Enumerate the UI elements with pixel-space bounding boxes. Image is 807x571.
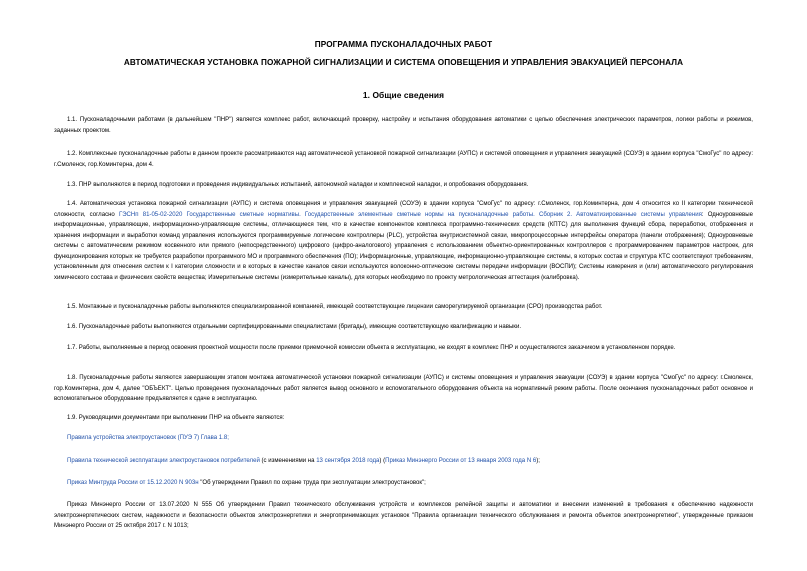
document-item-pteep [54, 456, 753, 467]
paragraph-1-9-text: 1.9. Руководящими документами при выполнении ПНР на объекте являются: [67, 415, 285, 421]
mintrud-suffix: ; [424, 480, 426, 486]
paragraph-1-7-text: 1.7. Работы, выполняемые в период освоения проектной мощности после приемки приемочной комиссии объекта в эксплуатацию, не входят в комплекс ПНР и осуществляются заказчиком в установленном порядке. [67, 345, 676, 351]
paragraph-1-5-text: 1.5. Монтажные и пусконаладочные работы выполняются специализированной компанией, имеющей соответствующие лицензии саморегулируемой организации (СРО) производства работ. [67, 304, 603, 310]
document-item-minenergo-555 [54, 500, 753, 532]
system-title: АВТОМАТИЧЕСКАЯ УСТАНОВКА ПОЖАРНОЙ СИГНАЛИЗАЦИИ И СИСТЕМА ОПОВЕЩЕНИЯ И УПРАВЛЕНИЯ ЭВАКУАЦИЕЙ ПЕРСОНАЛА [123, 58, 684, 67]
amendment-date-link[interactable]: 13 сентября 2018 года [316, 458, 380, 464]
paragraph-1-5 [54, 302, 753, 313]
paragraph-1-4-text [54, 199, 753, 283]
mintrud-order-title: "Об утверждении Правил по охране труда при эксплуатации электроустановок" [200, 480, 425, 486]
paragraph-1-9 [54, 413, 753, 424]
paragraph-1-3 [54, 180, 753, 191]
document-item-pue [54, 433, 753, 444]
mintrud-order-link[interactable]: Приказ Минтруда России от 15.12.2020 N 903н [67, 480, 201, 486]
paragraph-1-8 [54, 373, 753, 405]
pteep-separator: ) ( [379, 458, 386, 464]
paragraph-1-7 [54, 343, 753, 354]
paragraph-1-2-text: 1.2. Комплексные пусконаладочные работы в данном проекте рассматриваются над автоматической установкой пожарной сигнализации (АУПС) и системой оповещения и управления эвакуацией (СОУЭ) в здании корпуса "СмоГус" по адресу: г.Смоленск, гор.Коминтерна, дом 4. [54, 151, 753, 168]
paragraph-1-3-text: 1.3. ПНР выполняются в период подготовки и проведения индивидуальных испытаний, автономной наладки и комплексной наладки, и опробования оборудования. [67, 182, 529, 188]
paragraph-1-4-lead: 1.4. Автоматическая установка пожарной сигнализации (АУПС) и система оповещения и управления эвакуацией (СОУЭ) в здании корпуса "СмоГус" по адресу: г.Смоленск, гор.Коминтерна, дом 4 относится ко II категории технической сложности, согласно [54, 201, 753, 218]
pteep-rules-link[interactable]: Правила технической эксплуатации электроустановок потребителей [67, 458, 260, 464]
gesn-standard-link[interactable]: ГЭСНп 81-05-02-2020 Государственные сметные нормативы. Государственные элементные сметные нормы на пусконаладочные работы. Сборник 2. Автоматизированные системы управления [118, 211, 702, 218]
section-title: 1. Общие сведения [362, 90, 445, 100]
pteep-suffix: ); [536, 458, 540, 464]
pue-rules-link[interactable]: Правила устройства электроустановок (ПУЭ 7) Глава 1.8; [67, 435, 229, 441]
minenergo-555-text: Приказ Минэнерго России от 13.07.2020 N 555 Об утверждении Правил технического обслуживания устройств и комплексов релейной защиты и автоматики и внесении изменений в требования к обеспечению надежности электроэнергетических систем, надежности и безопасности объектов электроэнергетики и энергопринимающих установок "Правила организации технического обслуживания и ремонта объектов электроэнергетики", утвержденные приказом Минэнерго России от 25 октября 2017 г. N 1013; [54, 502, 753, 529]
paragraph-1-1 [54, 115, 753, 136]
paragraph-1-1-text: 1.1. Пусконаладочными работами (в дальнейшем "ПНР") является комплекс работ, включающий проверку, настройку и испытания оборудования автоматики с целью обеспечения электрических параметров, логики работы и режимов, заданных проектом. [54, 117, 753, 134]
minenergo-order-link[interactable]: Приказ Минэнерго России от 13 января 2003 года N 6 [385, 458, 537, 464]
pteep-amend-prefix: (с изменениями на [259, 458, 317, 464]
paragraph-1-4-body: : Одноуровневые информационные, управляющие, информационно-управляющие системы, отличающиеся тем, что в качестве компонентов комплекса программно-технических средств (КПТС) для выполнения функций сбора, переработки, отображения и хранения информации и выработки команд управления используются программируемые логические контроллеры (PLC), устройства внутрисистемной связи, микропроцессорные интерфейсы оператора (панели отображения); Одноуровневые системы с автоматическим режимом косвенного или прямого (непосредственного) цифрового (цифро-аналогового) управления с использованием объектно-ориентированных контроллеров с программированием параметров настроек, для функционирования которых не требуется разработки программного МО и программного обеспечения (ПО); Информационные, управляющие, информационно-управляющие системы, в которых состав и структура КТС соответствуют требованиям, установленным для отнесения систем к I категории сложности и в которых в качестве каналов связи используются волоконно-оптические системы передачи информации (ВОСПИ); Системы измерения и (или) автоматического регулирования химического состава и физических свойств вещества; Измерительные системы (измерительные каналы), для которых необходимо по проекту метрологическая аттестация (калибровка). [54, 211, 753, 281]
paragraph-1-4 [54, 199, 753, 283]
paragraph-1-8-text: 1.8. Пусконаладочные работы являются завершающим этапом монтажа автоматической установки пожарной сигнализации (АУПС) и системы оповещения и управления эвакуации (СОУЭ) в здании корпуса "СмоГус" по адресу: г.Смоленск, гор.Коминтерна, дом 4, далее "ОБЪЕКТ". Целью проведения пусконаладочных работ является вывод основного и вспомогательного оборудования объекта на нормативный режим работы. После окончания пусконаладочных работ основное и вспомогательное оборудование предъявляется к сдаче в эксплуатацию. [54, 375, 753, 402]
program-title: ПРОГРАММА ПУСКОНАЛАДОЧНЫХ РАБОТ [314, 40, 493, 49]
paragraph-1-6 [54, 322, 753, 333]
document-item-mintrud [54, 478, 753, 489]
paragraph-1-6-text: 1.6. Пусконаладочные работы выполняются отдельными сертифицированными специалистами (бригады), имеющие соответствующую квалификацию и навыки. [67, 324, 522, 330]
paragraph-1-2 [54, 149, 753, 170]
